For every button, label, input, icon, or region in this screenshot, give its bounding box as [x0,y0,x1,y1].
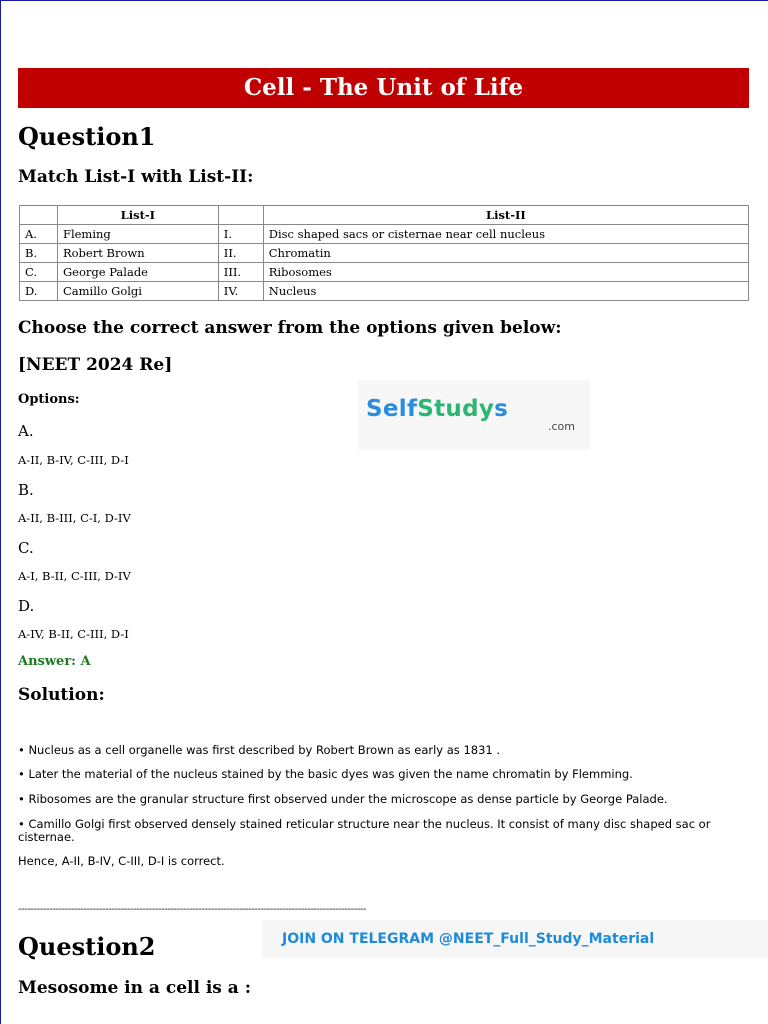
table-header-cell [20,206,58,225]
choose-instruction: Choose the correct answer from the options given below: [18,318,562,338]
option-text: A-II, B-III, C-I, D-IV [18,511,131,525]
solution-conclusion: Hence, A-II, B-IV, C-III, D-I is correct. [18,854,225,868]
table-cell: III. [218,263,263,282]
table-header-cell: List-II [263,206,748,225]
exam-tag: [NEET 2024 Re] [18,355,173,375]
table-header-row [20,206,749,225]
selfstudys-logo [358,380,590,450]
option-letter: C. [18,539,34,557]
telegram-link-text[interactable]: JOIN ON TELEGRAM @NEET_Full_Study_Material [282,931,655,947]
option-letter: B. [18,481,34,499]
logo-suffix: .com [548,420,575,433]
question1-heading: Question1 [18,122,156,151]
table-row [20,225,749,244]
table-cell: IV. [218,282,263,301]
option-letter: A. [18,422,34,440]
options-label: Options: [18,392,80,407]
table-row [20,244,749,263]
question2-heading: Question2 [18,932,156,961]
table-cell: C. [20,263,58,282]
table-cell: Robert Brown [57,244,218,263]
table-cell: Nucleus [263,282,748,301]
answer-text: Answer: A [18,654,91,669]
table-cell: Ribosomes [263,263,748,282]
solution-line: • Later the material of the nucleus stained by the basic dyes was given the name chromatin by Flemming. [18,767,633,781]
option-letter: D. [18,597,35,615]
logo-wordmark: SelfStudys [366,396,509,422]
table-row [20,282,749,301]
telegram-banner[interactable] [262,920,768,958]
table-cell: Disc shaped sacs or cisternae near cell nucleus [263,225,748,244]
solution-line: • Camillo Golgi first observed densely stained reticular structure near the nucleus. It consist of many disc shaped sac or cisternae. [18,817,711,844]
table-cell: Camillo Golgi [57,282,218,301]
table-cell: I. [218,225,263,244]
section-divider: ---------------------------------------------------------------------------------------------------------------- [18,904,367,915]
solution-heading: Solution: [18,685,105,705]
chapter-banner: Cell - The Unit of Life [18,68,749,108]
option-text: A-IV, B-II, C-III, D-I [18,627,129,641]
table-header-cell [218,206,263,225]
option-text: A-I, B-II, C-III, D-IV [18,569,131,583]
table-cell: Chromatin [263,244,748,263]
solution-line: • Nucleus as a cell organelle was first described by Robert Brown as early as 1831 . [18,743,501,757]
match-table [19,205,749,301]
solution-line: • Ribosomes are the granular structure first observed under the microscope as dense particle by George Palade. [18,792,668,806]
table-cell: II. [218,244,263,263]
table-row [20,263,749,282]
table-cell: B. [20,244,58,263]
option-text: A-II, B-IV, C-III, D-I [18,453,129,467]
table-cell: George Palade [57,263,218,282]
table-cell: Fleming [57,225,218,244]
table-header-cell: List-I [57,206,218,225]
question2-prompt: Mesosome in a cell is a : [18,978,252,998]
question1-prompt: Match List-I with List-II: [18,167,254,187]
table-cell: D. [20,282,58,301]
table-cell: A. [20,225,58,244]
